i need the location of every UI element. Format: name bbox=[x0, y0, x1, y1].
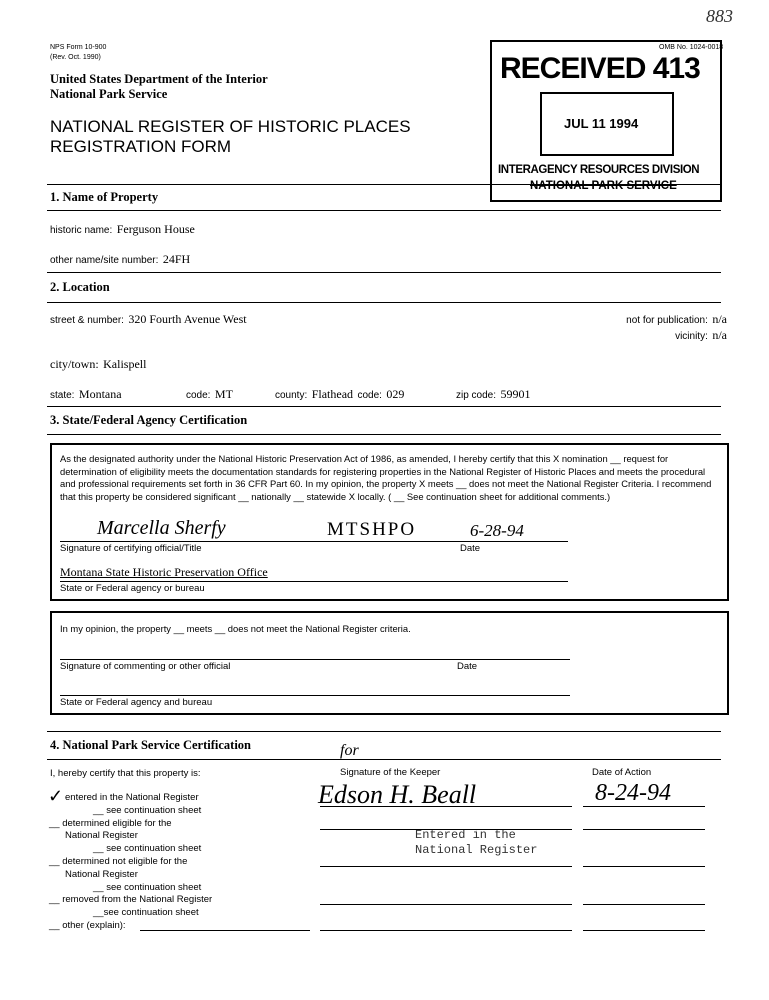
county-label: county: bbox=[275, 390, 308, 401]
list-item: __ determined not eligible for the bbox=[49, 855, 188, 867]
certification-text: As the designated authority under the National Historic Preservation Act of 1986, as amended, I hereby certify that this X nomination __ request for determination of eligibility meets the documentation standards for registering properties in the National Register of Historic Places and meets the procedural and professional requirements set forth in 36 CFR Part 60. In my opinion, the property X meets __ does not meet the National Register Criteria. I recommend that this property be considered significant __ nationally __ statewide X locally. ( __ See continuation sheet for additional comments.) bbox=[60, 453, 712, 502]
action-list bbox=[49, 792, 315, 933]
stamp-date: JUL 11 1994 bbox=[564, 116, 639, 131]
list-item: __ see continuation sheet bbox=[93, 804, 202, 816]
other-name-row bbox=[50, 250, 190, 268]
service-name: National Park Service bbox=[50, 87, 168, 101]
list-item: __ other (explain): bbox=[49, 919, 126, 931]
vicinity-label: vicinity: bbox=[675, 331, 708, 342]
street-value: 320 Fourth Avenue West bbox=[128, 312, 247, 326]
keeper-signature: Edson H. Beall bbox=[318, 780, 477, 809]
certifying-signature: Marcella Sherfy bbox=[97, 517, 226, 539]
agency-line bbox=[60, 695, 570, 696]
county-value: Flathead bbox=[311, 387, 354, 401]
stamp-service: NATIONAL PARK SERVICE bbox=[530, 180, 677, 192]
date-line bbox=[583, 829, 705, 830]
state-code-row bbox=[186, 385, 233, 403]
section-3-heading: 3. State/Federal Agency Certification bbox=[50, 413, 248, 427]
keeper-label: Signature of the Keeper bbox=[340, 767, 441, 778]
zip-row bbox=[456, 385, 530, 403]
nfp-label: not for publication: bbox=[626, 315, 708, 326]
city-value: Kalispell bbox=[103, 357, 147, 371]
certifying-title-handwritten: MTSHPO bbox=[327, 519, 417, 540]
comment-signature-label: Signature of commenting or other official bbox=[60, 661, 231, 672]
county-code-label: code: bbox=[357, 390, 382, 401]
divider bbox=[47, 759, 721, 760]
city-label: city/town: bbox=[50, 357, 99, 371]
received-label: RECEIVED 413 bbox=[500, 52, 700, 85]
certifying-agency-label: State or Federal agency or bureau bbox=[60, 583, 205, 594]
date-line bbox=[583, 806, 705, 807]
entered-stamp-line1: Entered in the bbox=[415, 828, 516, 842]
received-stamp bbox=[490, 40, 722, 202]
entered-stamp-line2: National Register bbox=[415, 843, 538, 857]
list-item: entered in the National Register bbox=[65, 792, 199, 803]
state-row bbox=[50, 385, 122, 403]
nfp-value: n/a bbox=[712, 312, 727, 326]
state-code-value: MT bbox=[214, 387, 233, 401]
list-item: __ removed from the National Register bbox=[49, 894, 213, 906]
vicinity-value: n/a bbox=[712, 328, 727, 342]
date-line bbox=[583, 904, 705, 905]
form-title: NATIONAL REGISTER OF HISTORIC PLACES bbox=[50, 117, 411, 136]
keeper-line bbox=[320, 829, 572, 830]
keeper-line bbox=[320, 930, 572, 931]
section-4-heading: 4. National Park Service Certification bbox=[50, 738, 251, 752]
certifying-agency-value: Montana State Historic Preservation Office bbox=[60, 565, 268, 579]
opinion-text: In my opinion, the property __ meets __ does not meet the National Register criteria. bbox=[60, 623, 411, 634]
stamp-division: INTERAGENCY RESOURCES DIVISION bbox=[498, 164, 700, 176]
divider bbox=[47, 272, 721, 273]
state-code-label: code: bbox=[186, 390, 211, 401]
state-label: state: bbox=[50, 390, 75, 401]
form-revision: (Rev. Oct. 1990) bbox=[50, 54, 101, 61]
keeper-line bbox=[320, 904, 572, 905]
signature-line bbox=[60, 659, 570, 660]
keeper-line bbox=[320, 866, 572, 867]
omb-number: OMB No. 1024-0018 bbox=[659, 44, 724, 51]
zip-label: zip code: bbox=[456, 390, 497, 401]
street-row bbox=[50, 310, 247, 328]
agency-line bbox=[60, 581, 568, 582]
historic-name-value: Ferguson House bbox=[116, 222, 195, 236]
divider bbox=[47, 302, 721, 303]
certifying-date-label: Date bbox=[460, 543, 481, 554]
vicinity-row bbox=[675, 326, 727, 344]
divider bbox=[47, 406, 721, 407]
certify-statement: I, hereby certify that this property is: bbox=[50, 768, 201, 779]
list-item: __ see continuation sheet bbox=[93, 843, 202, 855]
certifying-signature-label: Signature of certifying official/Title bbox=[60, 543, 202, 554]
other-explain-line bbox=[140, 930, 310, 931]
form-number: NPS Form 10-900 bbox=[50, 44, 107, 51]
list-item: __ determined eligible for the bbox=[49, 817, 172, 829]
divider bbox=[47, 434, 721, 435]
comment-agency-label: State or Federal agency and bureau bbox=[60, 697, 213, 708]
other-name-label: other name/site number: bbox=[50, 255, 159, 266]
action-date-label: Date of Action bbox=[592, 767, 652, 778]
signature-line bbox=[60, 541, 568, 542]
date-line bbox=[583, 866, 705, 867]
section-1-heading: 1. Name of Property bbox=[50, 190, 159, 204]
comment-date-label: Date bbox=[457, 661, 478, 672]
section-2-heading: 2. Location bbox=[50, 280, 110, 294]
opinion-box bbox=[50, 611, 729, 715]
street-label: street & number: bbox=[50, 315, 124, 326]
certification-box bbox=[50, 443, 729, 601]
certifying-date-handwritten: 6-28-94 bbox=[470, 521, 524, 540]
form-subtitle: REGISTRATION FORM bbox=[50, 137, 232, 156]
divider bbox=[47, 210, 721, 211]
city-row bbox=[50, 355, 146, 373]
corner-note: 883 bbox=[706, 6, 733, 26]
action-date-handwritten: 8-24-94 bbox=[595, 780, 671, 806]
zip-value: 59901 bbox=[500, 387, 531, 401]
divider bbox=[47, 731, 721, 732]
county-code-value: 029 bbox=[386, 387, 405, 401]
county-row bbox=[275, 385, 404, 403]
for-handwritten: for bbox=[340, 742, 359, 759]
list-item: National Register bbox=[65, 830, 138, 842]
other-name-value: 24FH bbox=[162, 252, 191, 266]
date-line bbox=[583, 930, 705, 931]
historic-name-label: historic name: bbox=[50, 225, 113, 236]
stamp-date-box bbox=[540, 92, 674, 156]
department-name: United States Department of the Interior bbox=[50, 72, 268, 86]
state-value: Montana bbox=[78, 387, 122, 401]
list-item: __see continuation sheet bbox=[93, 907, 199, 919]
keeper-line bbox=[320, 806, 572, 807]
historic-name-row bbox=[50, 220, 195, 238]
list-item: __ see continuation sheet bbox=[93, 881, 202, 893]
divider bbox=[47, 184, 721, 185]
check-mark: ✓ bbox=[48, 786, 64, 806]
list-item: National Register bbox=[65, 868, 138, 880]
